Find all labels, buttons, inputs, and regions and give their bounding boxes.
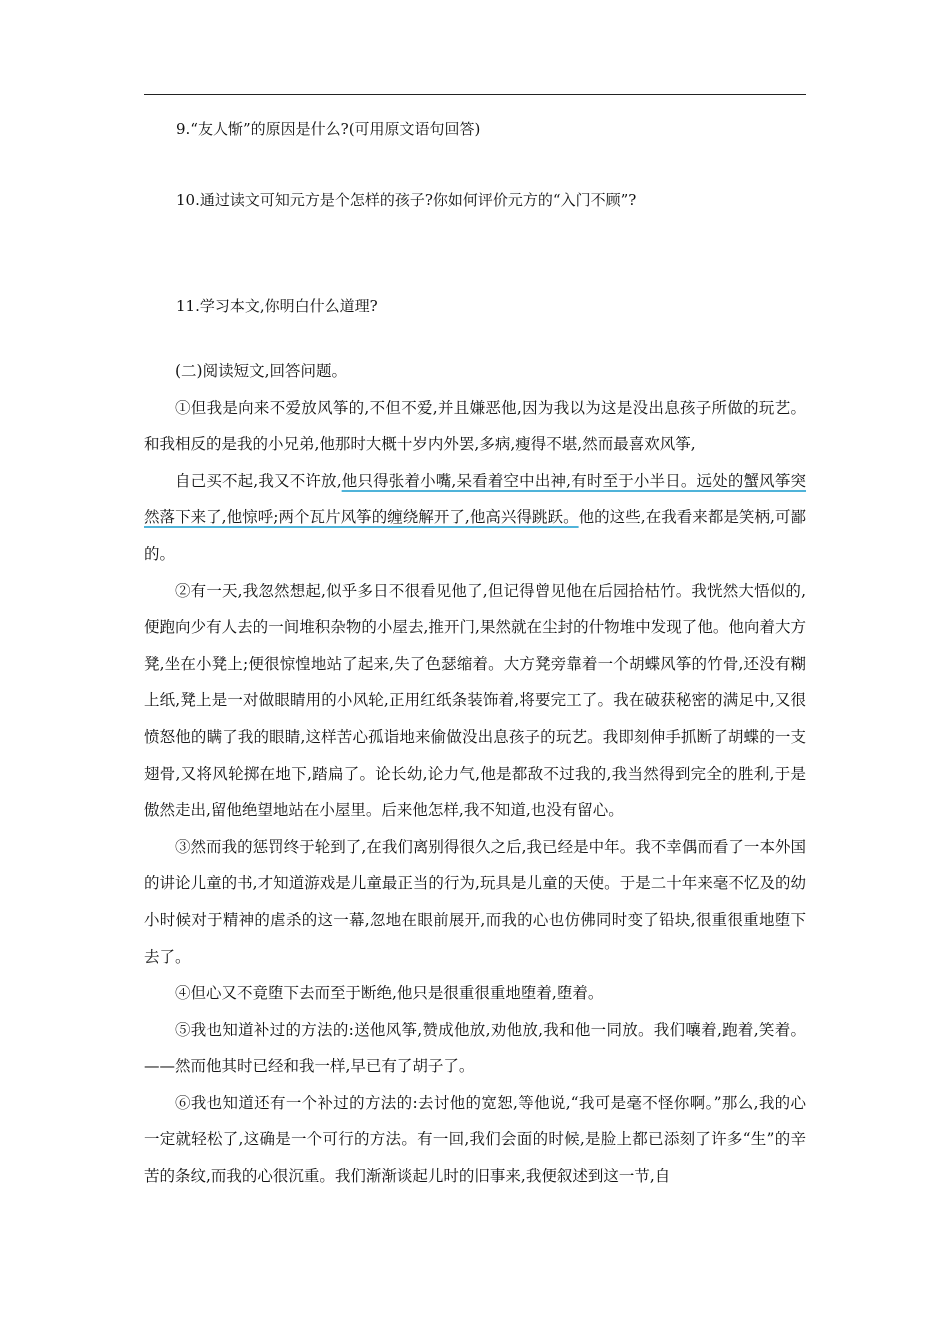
question-9: 9.“友人惭”的原因是什么?(可用原文语句回答) bbox=[176, 120, 481, 138]
paragraph-2: ②有一天,我忽然想起,似乎多日不很看见他了,但记得曾见他在后园拾枯竹。我恍然大悟似的,便跑向少有人去的一间堆积杂物的小屋去,推开门,果然就在尘封的什物堆中发现了他。他向着大方凳,坐在小凳上;便很惊惶地站了起来,失了色瑟缩着。大方凳旁靠着一个胡蝶风筝的竹骨,还没有糊上纸,凳上是一对做眼睛用的小风轮,正用红纸条装饰着,将要完工了。我在破获秘密的满足中,又很愤怒他的瞒了我的眼睛,这样苦心孤诣地来偷做没出息孩子的玩艺。我即刻伸手抓断了胡蝶的一支翅骨,又将风轮掷在地下,踏扁了。论长幼,论力气,他是都敌不过我的,我当然得到完全的胜利,于是傲然走出,留他绝望地站在小屋里。后来他怎样,我不知道,也没有留心。 bbox=[144, 581, 806, 820]
paragraph-1: ①但我是向来不爱放风筝的,不但不爱,并且嫌恶他,因为我以为这是没出息孩子所做的玩艺。和我相反的是我的小兄弟,他那时大概十岁内外罢,多病,瘦得不堪,然而最喜欢风筝, bbox=[144, 398, 806, 454]
paragraph-1-continued bbox=[144, 463, 806, 573]
paragraph-1-tail: 他的这些,在我看来都是笑柄,可鄙的。 bbox=[144, 508, 806, 563]
question-11: 11.学习本文,你明白什么道理? bbox=[176, 297, 378, 315]
question-10: 10.通过读文可知元方是个怎样的孩子?你如何评价元方的“入门不顾”? bbox=[176, 191, 637, 209]
paragraph-4: ④但心又不竟堕下去而至于断绝,他只是很重很重地堕着,堕着。 bbox=[175, 984, 604, 1003]
paragraph-3: ③然而我的惩罚终于轮到了,在我们离别得很久之后,我已经是中年。我不幸偶而看了一本外国的讲论儿童的书,才知道游戏是儿童最正当的行为,玩具是儿童的天使。于是二十年来毫不忆及的幼小时候对于精神的虐杀的这一幕,忽地在眼前展开,而我的心也仿佛同时变了铅块,很重很重地堕下去了。 bbox=[144, 837, 806, 966]
paragraph-5: ⑤我也知道补过的方法的:送他风筝,赞成他放,劝他放,我和他一同放。我们嚷着,跑着,笑着。——然而他其时已经和我一样,早已有了胡子了。 bbox=[144, 1020, 806, 1076]
paragraph-1-lead: 自己买不起,我又不许放, bbox=[175, 471, 342, 490]
header-rule bbox=[144, 94, 806, 95]
underlined-sentence: 他只得张着小嘴,呆看着空中出神,有时至于小半日。远处的蟹风筝突然落下来了,他惊呼;两个瓦片风筝的缠绕解开了,他高兴得跳跃。 bbox=[144, 471, 807, 527]
section-title: (二)阅读短文,回答问题。 bbox=[175, 362, 348, 380]
reading-passage bbox=[144, 353, 806, 1195]
paragraph-6: ⑥我也知道还有一个补过的方法的:去讨他的宽恕,等他说,“我可是毫不怪你啊。”那么,我的心一定就轻松了,这确是一个可行的方法。有一回,我们会面的时候,是脸上都已添刻了许多“生”的辛苦的条纹,而我的心很沉重。我们渐渐谈起儿时的旧事来,我便叙述到这一节,自 bbox=[144, 1093, 806, 1186]
